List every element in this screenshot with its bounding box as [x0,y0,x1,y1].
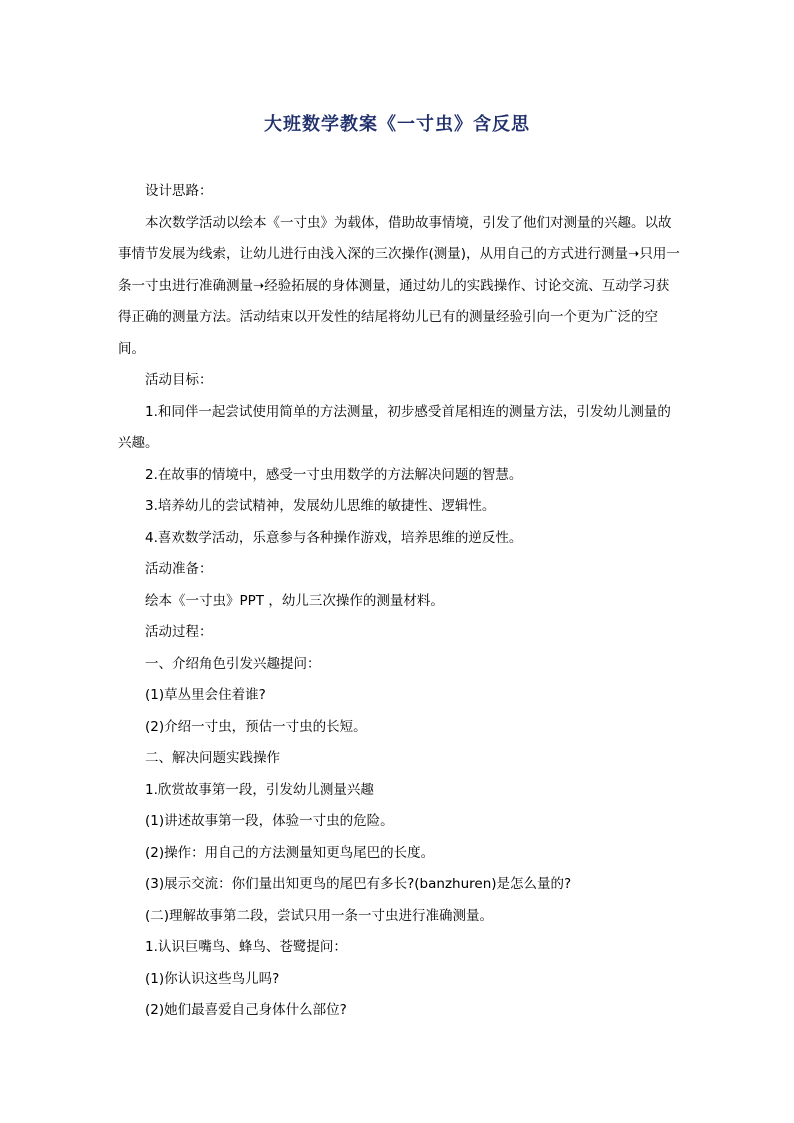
paragraph: 绘本《一寸虫》PPT ，幼儿三次操作的测量材料。 [145,592,444,609]
paragraph: 一、介绍角色引发兴趣提问： [145,655,321,672]
paragraph: (1)草丛里会住着谁? [145,687,266,703]
paragraph: 2.在故事的情境中，感受一寸虫用数学的方法解决问题的智慧。 [145,466,523,483]
paragraph: 活动准备： [145,561,213,577]
paragraph: (1)你认识这些鸟儿吗? [145,970,280,987]
paragraph: 1.认识巨嘴鸟、蜂鸟、苍鹭提问： [145,939,347,955]
paragraph: (2)操作：用自己的方法测量知更鸟尾巴的长度。 [145,844,435,861]
paragraph: 1.欣赏故事第一段，引发幼儿测量兴趣 [145,781,374,798]
paragraph: (3)展示交流：你们量出知更鸟的尾巴有多长?(banzhuren)是怎么量的? [145,876,572,892]
paragraph: (2)介绍一寸虫，预估一寸虫的长短。 [145,718,367,735]
paragraph: 1.和同伴一起尝试使用简单的方法测量，初步感受首尾相连的测量方法，引发幼儿测量的兴趣。 [118,403,671,451]
paragraph: 3.培养幼儿的尝试精神，发展幼儿思维的敏捷性、逻辑性。 [145,498,496,514]
paragraph: (1)讲述故事第一段，体验一寸虫的危险。 [145,813,394,829]
paragraph: 设计思路： [145,183,213,199]
document-title: 大班数学教案《一寸虫》含反思 [264,114,530,135]
paragraph: 活动过程： [145,624,213,640]
paragraph: (二)理解故事第二段，尝试只用一条一寸虫进行准确测量。 [145,907,494,924]
document-body [118,176,680,1027]
paragraph: 本次数学活动以绘本《一寸虫》为载体，借助故事情境，引发了他们对测量的兴趣。以故事情节发展为线索，让幼儿进行由浅入深的三次操作(测量)，从用自己的方式进行测量➝只用一条一寸虫进行准确测量➝经验拓展的身体测量，通过幼儿的实践操作、讨论交流、互动学习获得正确的测量方法。活动结束以开发性的结尾将幼儿已有的测量经验引向一个更为广泛的空间。 [118,214,680,357]
paragraph: (2)她们最喜爱自己身体什么部位? [145,1002,347,1018]
paragraph: 4.喜欢数学活动，乐意参与各种操作游戏，培养思维的逆反性。 [145,529,523,546]
paragraph: 活动目标： [145,372,213,388]
paragraph: 二、解决问题实践操作 [145,750,280,766]
